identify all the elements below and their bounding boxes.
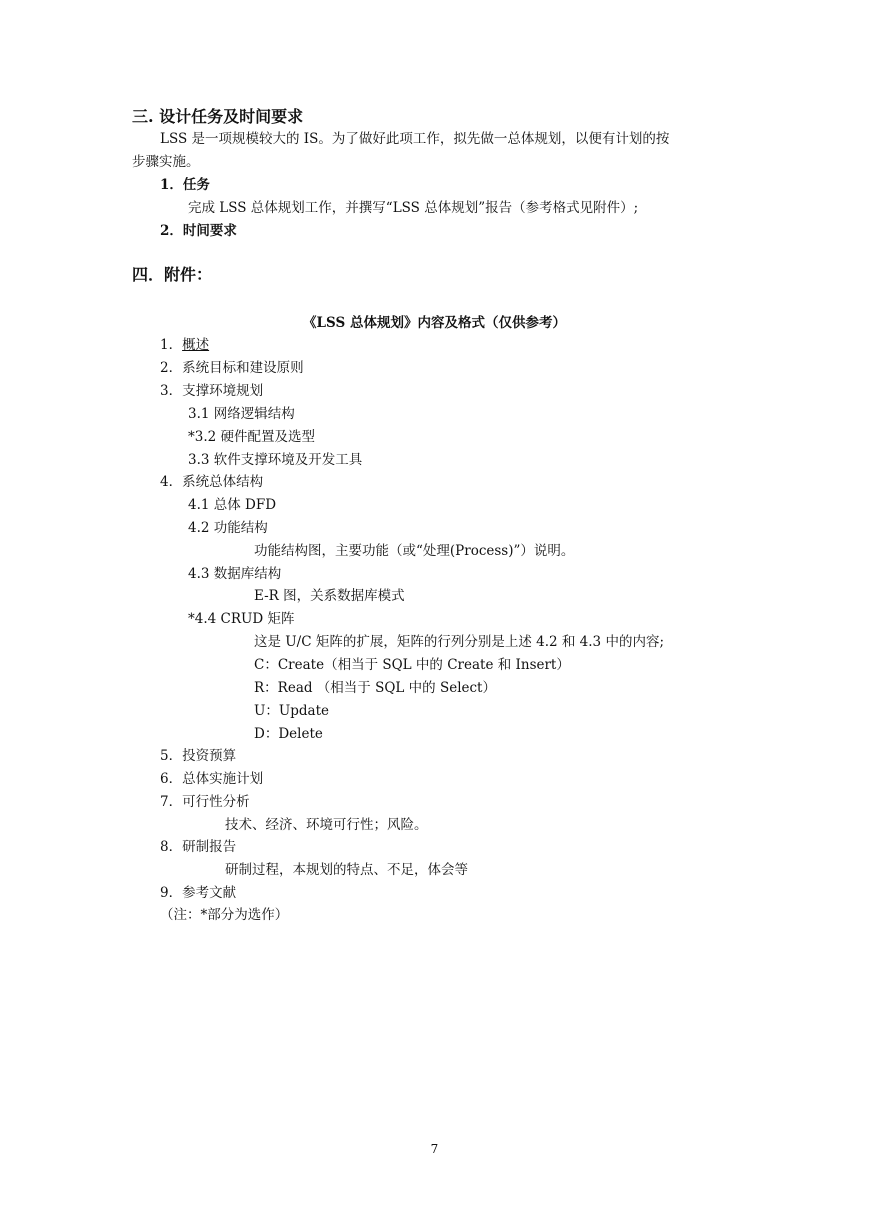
outline-item — [160, 382, 263, 400]
outline-item — [160, 747, 236, 765]
outline-item — [160, 473, 263, 491]
section-3-heading: 三. 设计任务及时间要求 — [132, 107, 304, 126]
outline-label: 系统总体结构 — [182, 474, 264, 490]
section-3-intro-line-2: 步骤实施。 — [132, 154, 200, 170]
outline-label: 总体实施计划 — [182, 771, 264, 787]
time-number: 2． — [160, 223, 183, 239]
outline-item — [160, 884, 236, 902]
outline-label: 研制报告 — [182, 839, 237, 855]
outline-subitem: *3.2 硬件配置及选型 — [188, 429, 316, 445]
attachment-title: 《LSS 总体规划》内容及格式（仅供参考） — [303, 315, 566, 331]
outline-subitem: *4.4 CRUD 矩阵 — [188, 611, 295, 627]
task-label: 任务 — [182, 177, 210, 193]
outline-detail: U：Update — [254, 703, 330, 719]
outline-number: 6． — [160, 771, 183, 787]
outline-label: 支撑环境规划 — [182, 383, 264, 399]
task-heading — [160, 176, 210, 194]
outline-number: 8． — [160, 839, 183, 855]
task-text: 完成 LSS 总体规划工作，并撰写“LSS 总体规划”报告（参考格式见附件）; — [188, 200, 639, 216]
outline-number: 7． — [160, 794, 183, 810]
outline-item — [160, 838, 236, 856]
outline-number: 3． — [160, 383, 183, 399]
outline-detail: R：Read （相当于 SQL 中的 Select） — [254, 680, 496, 696]
time-label: 时间要求 — [182, 223, 237, 239]
outline-number: 2． — [160, 360, 183, 376]
outline-label: 系统目标和建设原则 — [182, 360, 304, 376]
outline-item — [160, 770, 263, 788]
task-number: 1． — [160, 177, 183, 193]
outline-subitem: 4.3 数据库结构 — [188, 566, 282, 582]
outline-detail: C：Create（相当于 SQL 中的 Create 和 Insert） — [254, 657, 570, 673]
outline-label: 投资预算 — [182, 748, 237, 764]
outline-subitem: 3.1 网络逻辑结构 — [188, 406, 295, 422]
outline-detail: D：Delete — [254, 726, 323, 742]
outline-detail: 研制过程，本规划的特点、不足，体会等 — [225, 862, 468, 878]
outline-subitem: 4.1 总体 DFD — [188, 497, 277, 513]
section-4-heading: 四．附件： — [132, 265, 213, 284]
page-number: 7 — [430, 1142, 439, 1156]
outline-number: 9． — [160, 885, 183, 901]
outline-subitem: 4.2 功能结构 — [188, 520, 268, 536]
footnote: （注：*部分为选作） — [160, 907, 289, 923]
outline-number: 1． — [160, 337, 183, 353]
outline-item — [160, 793, 250, 811]
outline-detail: 技术、经济、环境可行性；风险。 — [225, 817, 428, 833]
outline-label: 可行性分析 — [182, 794, 250, 810]
outline-item — [160, 359, 304, 377]
outline-detail: E-R 图，关系数据库模式 — [254, 588, 405, 604]
outline-item — [160, 336, 209, 354]
outline-number: 4． — [160, 474, 183, 490]
outline-number: 5． — [160, 748, 183, 764]
section-3-intro-line-1: LSS 是一项规模较大的 IS。为了做好此项工作，拟先做一总体规划，以便有计划的按 — [160, 131, 670, 147]
outline-detail: 这是 U/C 矩阵的扩展，矩阵的行列分别是上述 4.2 和 4.3 中的内容; — [254, 634, 664, 650]
time-heading — [160, 222, 237, 240]
outline-label: 概述 — [182, 337, 210, 353]
outline-detail: 功能结构图，主要功能（或“处理(Process)”）说明。 — [254, 543, 575, 559]
outline-subitem: 3.3 软件支撑环境及开发工具 — [188, 452, 363, 468]
outline-label: 参考文献 — [182, 885, 237, 901]
